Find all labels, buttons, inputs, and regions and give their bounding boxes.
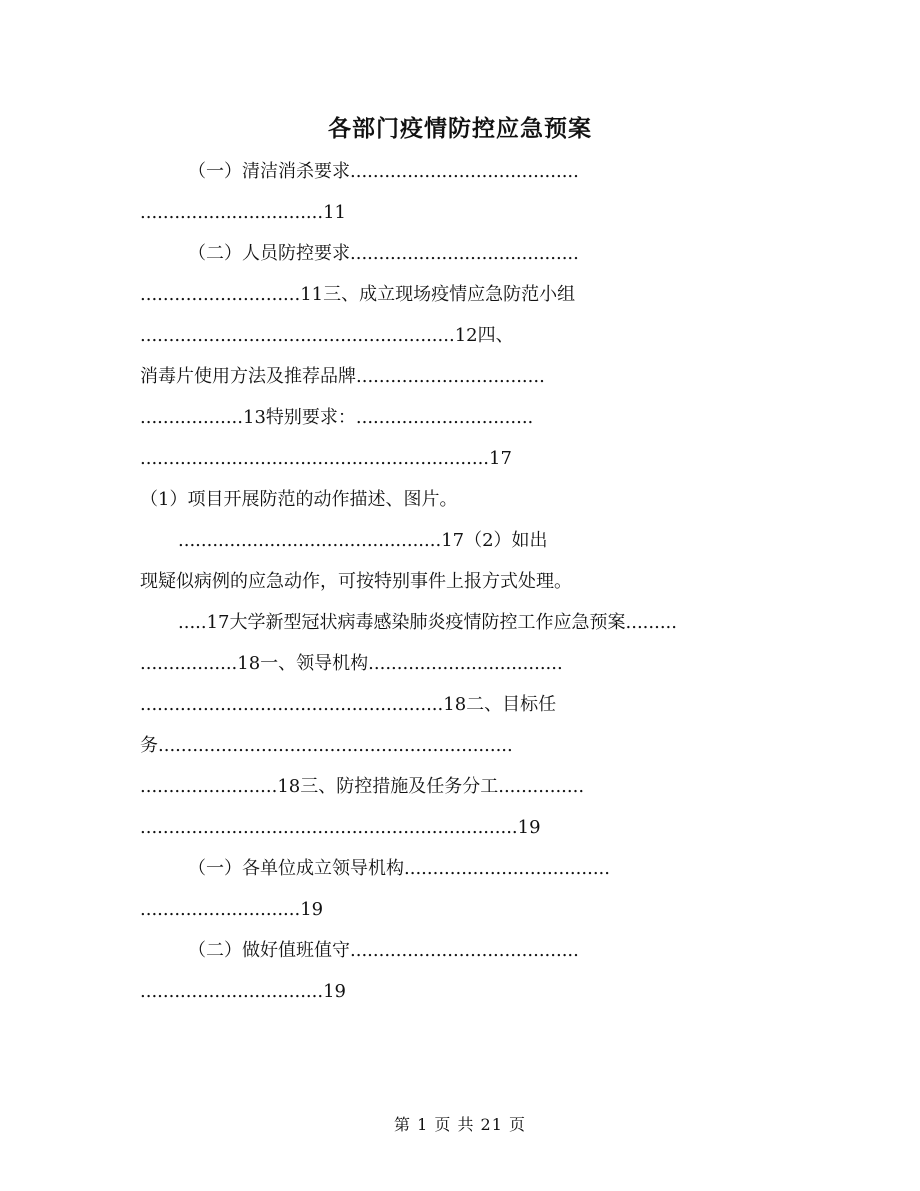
toc-line-4: ............................11三、成立现场疫情应急防范小组 — [140, 284, 576, 305]
toc-line-2: ................................11 — [140, 202, 346, 223]
toc-line-8: .............................................................17 — [140, 448, 512, 469]
toc-line-17: ..................................................................19 — [140, 817, 541, 838]
toc-line-12: .....17大学新型冠状病毒感染肺炎疫情防控工作应急预案......... — [178, 612, 678, 633]
page-footer: 第 1 页 共 21 页 — [394, 1115, 526, 1134]
toc-line-19: ............................19 — [140, 899, 324, 920]
toc-line-1: （一）清洁消杀要求........................................ — [188, 161, 579, 182]
toc-line-3: （二）人员防控要求........................................ — [188, 243, 579, 264]
toc-line-11: 现疑似病例的应急动作，可按特别事件上报方式处理。 — [140, 571, 572, 592]
toc-line-20: （二）做好值班值守........................................ — [188, 940, 579, 961]
toc-line-9: （1）项目开展防范的动作描述、图片。 — [140, 489, 458, 510]
document-title: 各部门疫情防控应急预案 — [328, 115, 592, 142]
toc-line-18: （一）各单位成立领导机构.................................... — [188, 858, 610, 879]
toc-line-10: ..............................................17（2）如出 — [178, 530, 548, 551]
toc-line-6: 消毒片使用方法及推荐品牌................................. — [140, 366, 545, 387]
toc-line-14: .....................................................18二、目标任 — [140, 694, 557, 715]
toc-line-16: ........................18三、防控措施及任务分工............... — [140, 776, 585, 797]
toc-line-21: ................................19 — [140, 981, 346, 1002]
toc-line-15: 务.............................................................. — [140, 735, 513, 756]
toc-line-5: .......................................................12四、 — [140, 325, 514, 346]
toc-line-7: ..................13特别要求：............................... — [140, 407, 534, 428]
toc-line-13: .................18一、领导机构.................................. — [140, 653, 563, 674]
